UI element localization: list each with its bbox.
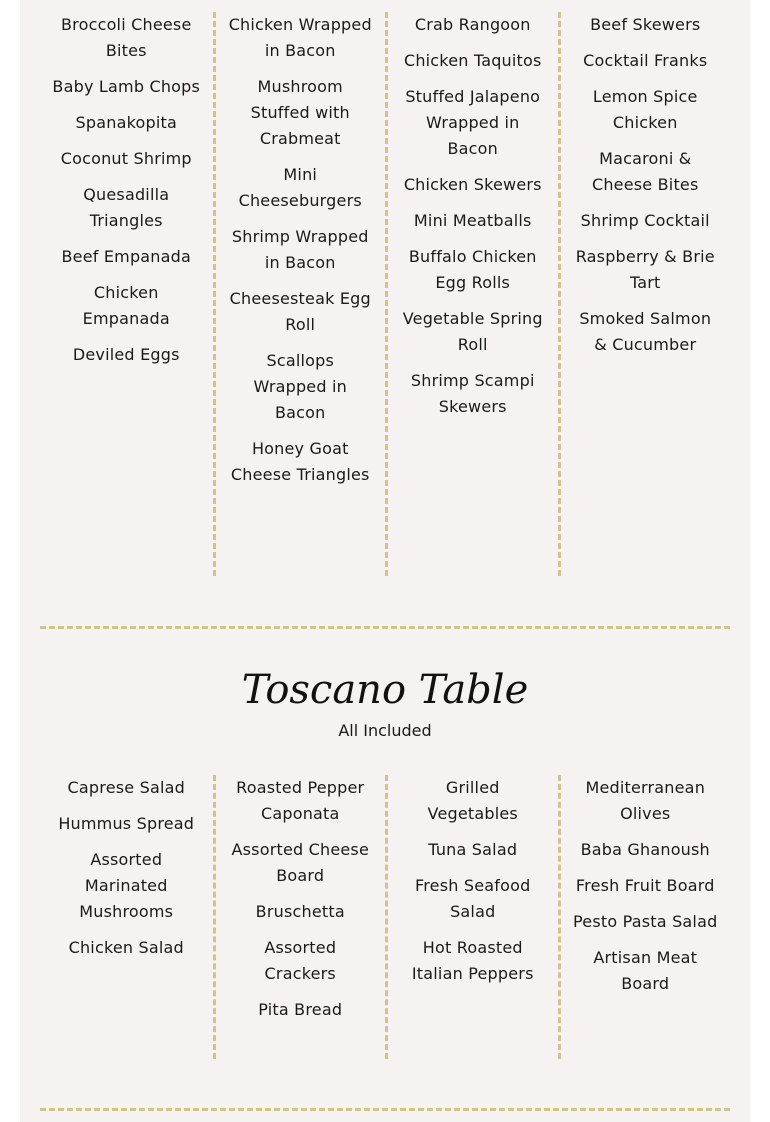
menu-item: Chicken Taquitos xyxy=(403,51,542,70)
menu-item: Cheesesteak Egg Roll xyxy=(229,289,371,334)
menu-item: Stuffed Jalapeno Wrapped in Bacon xyxy=(405,87,541,158)
menu-item: Buffalo Chicken Egg Rolls xyxy=(408,247,537,292)
menu-item: Scallops Wrapped in Bacon xyxy=(253,351,347,422)
menu-item: Hummus Spread xyxy=(58,814,195,833)
toscano-grid xyxy=(40,775,730,1059)
menu-item: Fresh Seafood Salad xyxy=(415,876,531,921)
menu-item: Roasted Pepper Caponata xyxy=(236,778,365,823)
menu-item: Assorted Marinated Mushrooms xyxy=(79,850,174,921)
menu-item: Shrimp Wrapped in Bacon xyxy=(231,227,369,272)
section-title: Toscano Table xyxy=(241,667,529,713)
menu-item: Chicken Salad xyxy=(68,938,184,957)
menu-item: Vegetable Spring Roll xyxy=(402,309,543,354)
menu-item: Beef Empanada xyxy=(61,247,192,266)
menu-column xyxy=(40,775,213,1059)
menu-item: Lemon Spice Chicken xyxy=(592,87,698,132)
section-divider xyxy=(40,626,730,629)
section-divider xyxy=(40,1108,730,1111)
menu-item: Hot Roasted Italian Peppers xyxy=(411,938,534,983)
menu-item: Assorted Cheese Board xyxy=(231,840,370,885)
menu-item: Pesto Pasta Salad xyxy=(573,912,718,931)
menu-item: Bruschetta xyxy=(255,902,345,921)
menu-item: Quesadilla Triangles xyxy=(83,185,170,230)
menu-column xyxy=(385,775,558,1059)
menu-item: Grilled Vegetables xyxy=(427,778,518,823)
menu-item: Mushroom Stuffed with Crabmeat xyxy=(250,77,350,148)
menu-item: Mediterranean Olives xyxy=(585,778,706,823)
section-subtitle: All Included xyxy=(338,721,432,740)
menu-column xyxy=(213,12,386,576)
menu-item: Caprese Salad xyxy=(67,778,185,797)
menu-item: Chicken Empanada xyxy=(82,283,170,328)
menu-item: Artisan Meat Board xyxy=(593,948,698,993)
menu-item: Baby Lamb Chops xyxy=(52,77,201,96)
menu-item: Shrimp Scampi Skewers xyxy=(410,371,535,416)
menu-item: Crab Rangoon xyxy=(414,15,531,34)
menu-column xyxy=(558,12,731,576)
menu-item: Cocktail Franks xyxy=(583,51,708,70)
hors-doeuvres-grid xyxy=(40,12,730,576)
menu-column xyxy=(213,775,386,1059)
menu-item: Smoked Salmon & Cucumber xyxy=(579,309,712,354)
menu-item: Chicken Skewers xyxy=(403,175,542,194)
menu-item: Raspberry & Brie Tart xyxy=(575,247,715,292)
menu-item: Shrimp Cocktail xyxy=(580,211,710,230)
menu-item: Spanakopita xyxy=(75,113,177,132)
menu-item: Fresh Fruit Board xyxy=(575,876,715,895)
menu-item: Mini Meatballs xyxy=(413,211,532,230)
menu-item: Macaroni & Cheese Bites xyxy=(591,149,699,194)
menu-item: Broccoli Cheese Bites xyxy=(60,15,192,60)
menu-item: Beef Skewers xyxy=(590,15,701,34)
menu-column xyxy=(40,12,213,576)
menu-item: Pita Bread xyxy=(258,1000,343,1019)
menu-item: Coconut Shrimp xyxy=(60,149,192,168)
menu-item: Mini Cheeseburgers xyxy=(238,165,362,210)
menu-item: Honey Goat Cheese Triangles xyxy=(230,439,370,484)
menu-item: Chicken Wrapped in Bacon xyxy=(228,15,372,60)
menu-item: Tuna Salad xyxy=(428,840,518,859)
menu-item: Baba Ghanoush xyxy=(580,840,710,859)
menu-item: Deviled Eggs xyxy=(72,345,180,364)
menu-column xyxy=(558,775,731,1059)
menu-column xyxy=(385,12,558,576)
menu-item: Assorted Crackers xyxy=(264,938,337,983)
